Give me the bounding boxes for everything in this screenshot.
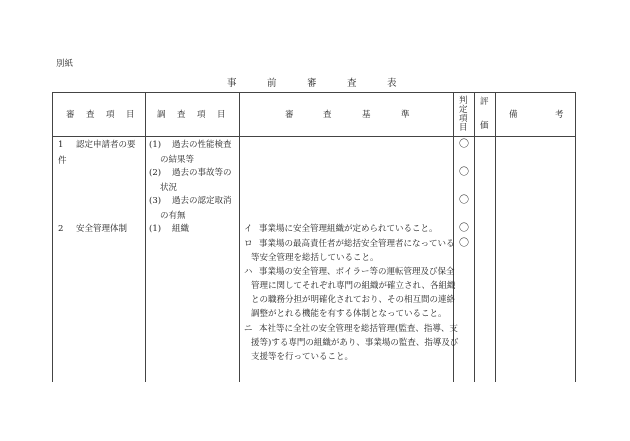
row2-item-number: 2 [58,224,64,234]
row1-sub1-number: (1) [149,140,162,150]
criteria-ni-text: 援等)する専門の組織があり、事業場の監査、指導及び [251,338,459,348]
criteria-ro-marker: ロ [244,239,253,249]
criteria-ha-marker: ハ [244,267,253,277]
row1-item-text: 認定申請者の要 [76,140,136,150]
header-col4: 目 [459,123,468,133]
row2-sub1-text: 組織 [172,224,190,234]
row2-sub1-number: (1) [149,224,162,234]
header-col2: 調 [157,110,166,120]
header-col1: 審 [66,110,75,120]
row1-sub3-text: の有無 [160,211,186,221]
row2-item-text: 安全管理体制 [76,224,128,234]
row1-sub2-text: 状況 [160,183,178,193]
criteria-i-text: 事業場に安全管理組織が定められていること。 [259,224,438,234]
judgement-circle-mark: 〇 [459,167,469,178]
title-char: 表 [387,78,397,89]
col-border [239,92,240,382]
col-border [575,92,576,382]
row1-item-text: 件 [58,156,67,166]
table-top-border [52,92,576,93]
header-bottom-border [52,136,576,137]
row1-sub1-text: 過去の性能検査 [172,140,232,150]
header-col4: 定 [459,105,468,115]
title-char: 前 [267,78,277,89]
criteria-ha-text: との職務分担が明確化されており、その相互間の連絡 [251,295,456,305]
criteria-i-marker: イ [244,224,253,234]
row1-sub1-text: の結果等 [160,155,195,165]
row1-sub3-number: (3) [149,196,162,206]
criteria-ha-text: 調整がとれる機能を有する体制となっていること。 [251,309,447,319]
criteria-ni-text: 支援等を行っていること。 [251,352,354,362]
criteria-ha-text: 事業場の安全管理、ボイラー等の運転管理及び保全 [259,267,455,277]
criteria-ni-text: 本社等に全社の安全管理を総括管理(監査、指導、支 [259,324,458,334]
header-col5: 評 [480,97,489,107]
criteria-ro-text: 事業場の最高責任者が総括安全管理者になっている [259,239,455,249]
col-border [474,92,475,382]
col-border [52,92,53,382]
header-col6: 考 [555,110,564,120]
header-col3: 準 [401,110,410,120]
header-col1: 目 [126,110,135,120]
header-col3: 査 [323,110,332,120]
attachment-label: 別紙 [56,59,74,69]
title-char: 査 [347,78,357,89]
title-char: 審 [307,78,317,89]
judgement-circle-mark: 〇 [459,223,469,234]
row1-sub3-text: 過去の認定取消 [172,196,232,206]
header-col1: 査 [86,110,95,120]
header-col1: 項 [106,110,115,120]
header-col2: 項 [197,110,206,120]
row1-item-number: 1 [58,140,64,150]
header-col3: 審 [285,110,294,120]
row1-sub2-text: 過去の事故等の [172,168,232,178]
header-col4: 判 [459,96,468,106]
col-border [495,92,496,382]
judgement-circle-mark: 〇 [459,139,469,150]
judgement-circle-mark: 〇 [459,238,469,249]
col-border [145,92,146,382]
header-col3: 基 [362,110,371,120]
title-char: 事 [227,78,237,89]
header-col2: 目 [217,110,226,120]
header-col6: 備 [509,110,518,120]
header-col2: 査 [177,110,186,120]
row1-sub2-number: (2) [149,168,162,178]
header-col4: 項 [459,114,468,124]
header-col5: 価 [480,121,489,131]
criteria-ha-text: 管理に関してそれぞれ専門の組織が確立され、各組織 [251,281,456,291]
criteria-ro-text: 等安全管理を総括していること。 [251,253,379,263]
judgement-circle-mark: 〇 [459,195,469,206]
criteria-ni-marker: ニ [244,324,253,334]
